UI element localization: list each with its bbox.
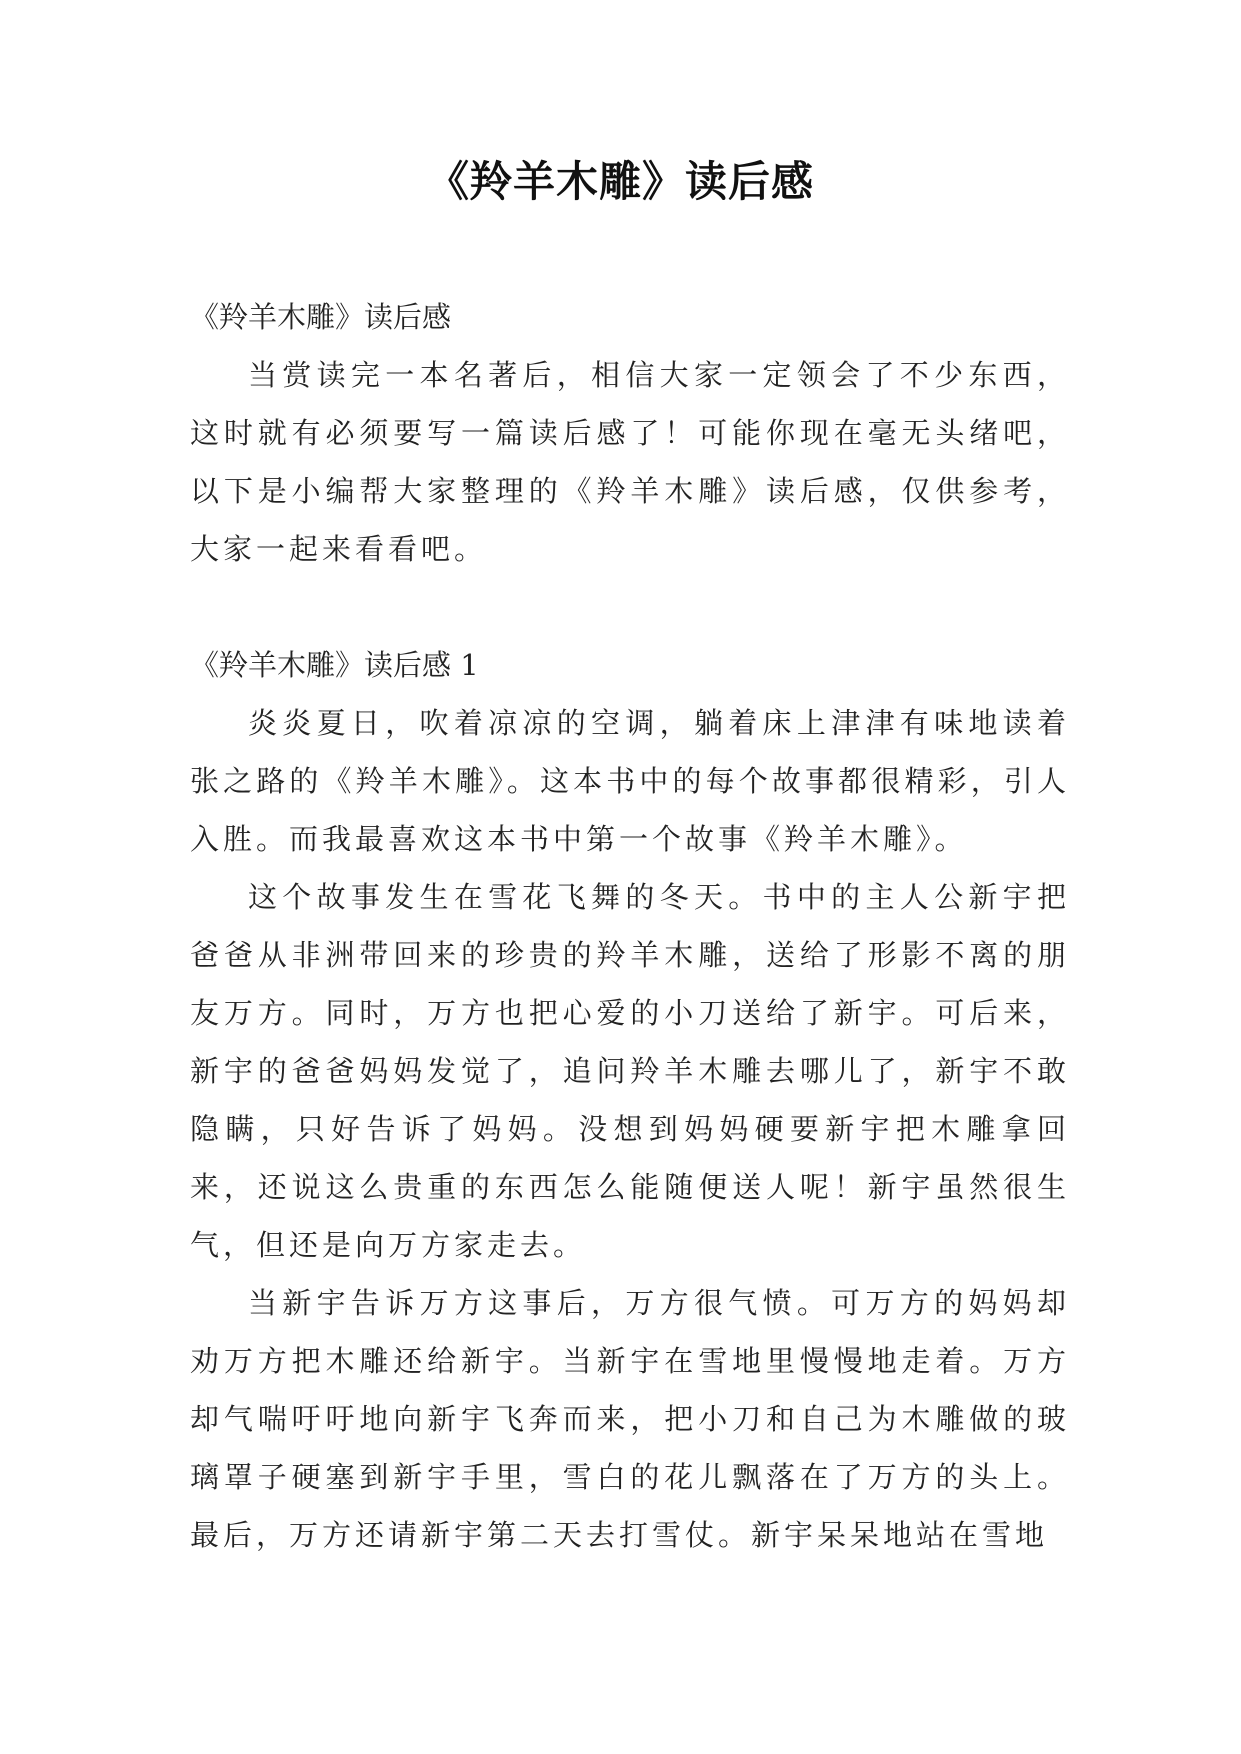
section-intro — [190, 288, 1070, 578]
paragraph: 这个故事发生在雪花飞舞的冬天。书中的主人公新宇把爸爸从非洲带回来的珍贵的羚羊木雕，送给了形影不离的朋友万方。同时，万方也把心爱的小刀送给了新宇。可后来，新宇的爸爸妈妈发觉了，追问羚羊木雕去哪儿了，新宇不敢隐瞒，只好告诉了妈妈。没想到妈妈硬要新宇把木雕拿回来，还说这么贵重的东西怎么能随便送人呢！新宇虽然很生气，但还是向万方家走去。 — [190, 880, 1070, 1262]
section-spacer — [190, 578, 1070, 636]
document-body — [190, 288, 1070, 1564]
section-review-1 — [190, 636, 1070, 1564]
document-title: 《羚羊木雕》读后感 — [426, 157, 814, 206]
section-heading: 《羚羊木雕》读后感 1 — [190, 648, 479, 682]
paragraph: 当新宇告诉万方这事后，万方很气愤。可万方的妈妈却劝万方把木雕还给新宇。当新宇在雪地里慢慢地走着。万方却气喘吁吁地向新宇飞奔而来，把小刀和自己为木雕做的玻璃罩子硬塞到新宇手里，雪白的花儿飘落在了万方的头上。最后，万方还请新宇第二天去打雪仗。新宇呆呆地站在雪地 — [190, 1286, 1070, 1552]
paragraph: 当赏读完一本名著后，相信大家一定领会了不少东西，这时就有必须要写一篇读后感了！可能你现在毫无头绪吧，以下是小编帮大家整理的《羚羊木雕》读后感，仅供参考，大家一起来看看吧。 — [190, 358, 1070, 566]
paragraph: 炎炎夏日，吹着凉凉的空调，躺着床上津津有味地读着张之路的《羚羊木雕》。这本书中的每个故事都很精彩，引人入胜。而我最喜欢这本书中第一个故事《羚羊木雕》。 — [190, 706, 1070, 856]
section-heading: 《羚羊木雕》读后感 — [190, 300, 452, 334]
